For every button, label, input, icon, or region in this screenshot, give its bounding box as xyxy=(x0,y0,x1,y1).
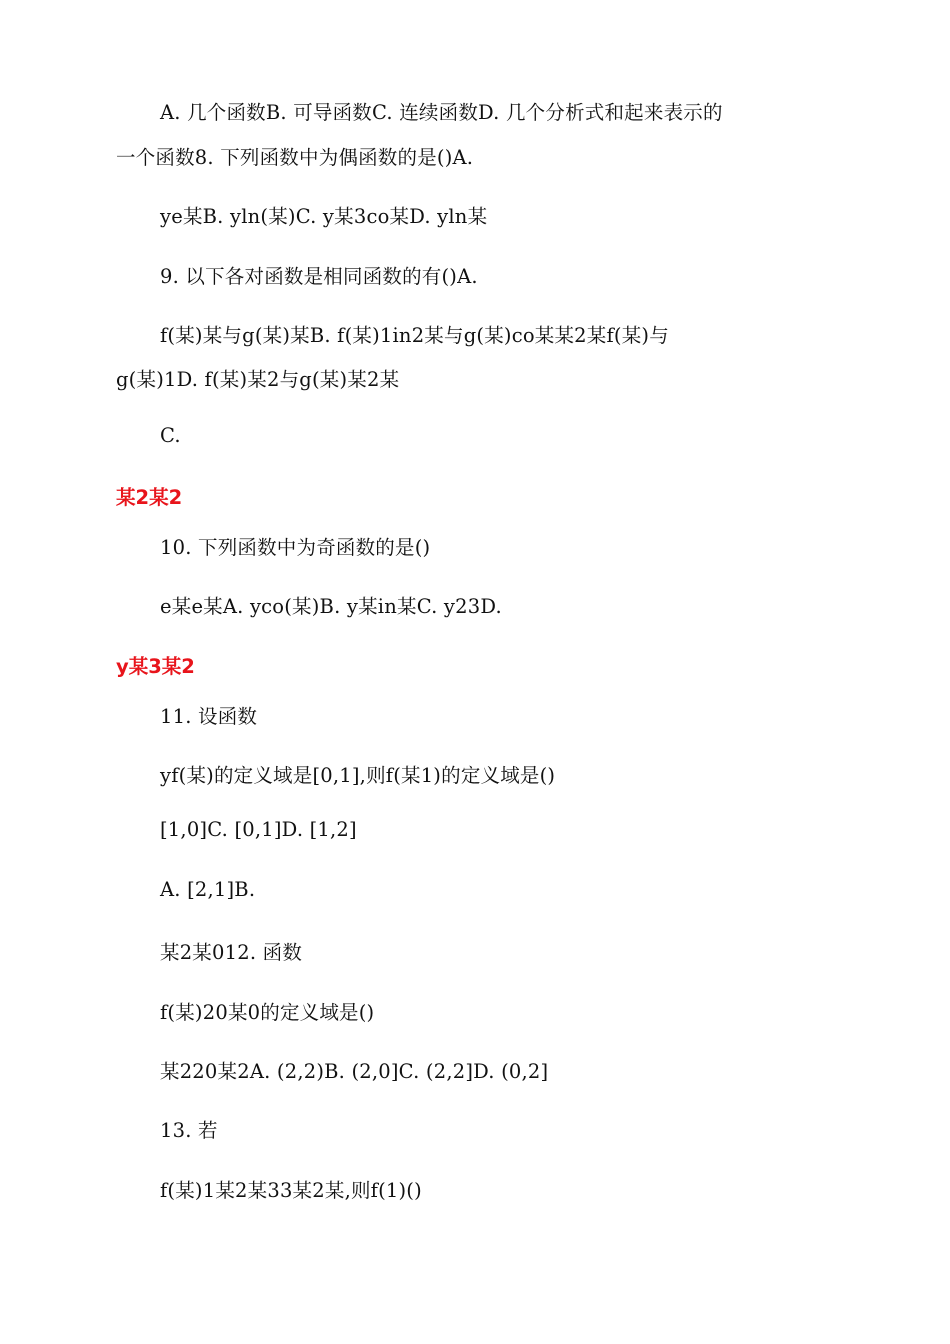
text-line: f(某)1某2某33某2某,则f(1)() xyxy=(160,1179,422,1202)
text-line: [1,0]C. [0,1]D. [1,2] xyxy=(160,818,357,841)
text-line: A. 几个函数B. 可导函数C. 连续函数D. 几个分析式和起来表示的 xyxy=(160,101,723,124)
text-line: f(某)某与g(某)某B. f(某)1in2某与g(某)co某某2某f(某)与 xyxy=(160,324,669,347)
text-line: ye某B. yln(某)C. y某3co某D. yln某 xyxy=(160,205,488,228)
text-line: 某220某2A. (2,2)B. (2,0]C. (2,2]D. (0,2] xyxy=(160,1060,549,1083)
text-line: 11. 设函数 xyxy=(160,705,258,728)
text-line: 13. 若 xyxy=(160,1119,218,1142)
text-line: 某2某012. 函数 xyxy=(160,941,303,964)
text-line: 9. 以下各对函数是相同函数的有()A. xyxy=(160,265,478,288)
text-line: 一个函数8. 下列函数中为偶函数的是()A. xyxy=(116,146,474,169)
red-formula: 某2某2 xyxy=(116,486,183,509)
text-line: f(某)20某0的定义域是() xyxy=(160,1001,375,1024)
text-line: e某e某A. yco(某)B. y某in某C. y23D. xyxy=(160,595,502,618)
text-line: yf(某)的定义域是[0,1],则f(某1)的定义域是() xyxy=(160,764,556,787)
text-line: 10. 下列函数中为奇函数的是() xyxy=(160,536,431,559)
text-line: A. [2,1]B. xyxy=(160,878,256,901)
red-formula: y某3某2 xyxy=(116,655,195,678)
text-line: g(某)1D. f(某)某2与g(某)某2某 xyxy=(116,368,400,391)
text-line: C. xyxy=(160,424,181,447)
